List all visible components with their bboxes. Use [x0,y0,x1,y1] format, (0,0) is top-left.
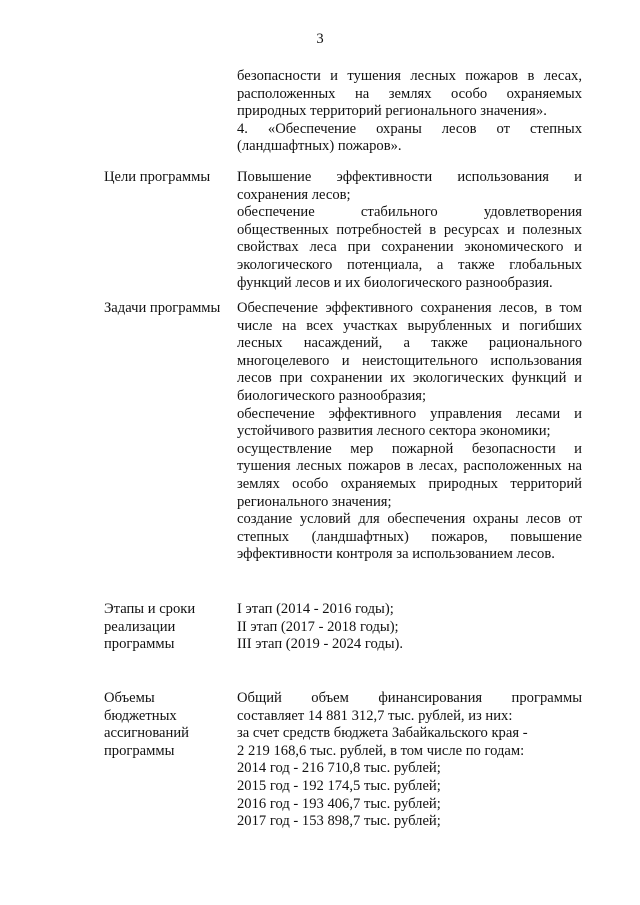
label-line: Задачи программы [104,300,221,316]
label-line: Цели программы [104,169,211,185]
text-line: лесных насаждений, а также рационального [237,335,582,352]
text-line: числе на всех участках вырубленных и погибших [237,317,582,334]
section-label-stages [104,601,232,654]
text-line: обеспечение стабильного удовлетворения [237,204,582,221]
section-content-funding [237,690,582,831]
text-line: землях особо охраняемых природных территорий [237,475,582,492]
label-line: программы [104,742,175,759]
text-line: Общий объем финансирования программы [237,690,582,706]
text-line: устойчивого развития лесного сектора экономики; [237,423,551,440]
continuation-text [237,68,582,156]
text-line: биологического разнообразия; [237,387,427,404]
label-line: Этапы и сроки [104,601,196,617]
text-line: расположенных на землях особо охраняемых [237,85,582,102]
label-line: реализации [104,618,176,635]
text-line: II этап (2017 - 2018 годы); [237,618,399,635]
text-line: функций лесов и их биологического разнообразия. [237,274,553,291]
text-line: осуществление мер пожарной безопасности и [237,440,582,457]
text-line: (ландшафтных) пожаров». [237,138,402,155]
text-line: свойствах леса при сохранении экономического и [237,239,582,256]
text-line: экологического потенциала, а также глобальных [237,256,582,273]
text-line: 2014 год - 216 710,8 тыс. рублей; [237,760,441,777]
text-line: III этап (2019 - 2024 годы). [237,636,404,653]
label-line: бюджетных [104,707,177,724]
section-label-funding [104,690,232,760]
text-line: 4. «Обеспечение охраны лесов от степных [237,120,582,137]
text-line: степных (ландшафтных) пожаров, повышение [237,528,582,545]
text-line: Повышение эффективности использования и [237,169,582,185]
text-line: 2015 год - 192 174,5 тыс. рублей; [237,777,441,794]
text-line: составляет 14 881 312,7 тыс. рублей, из них: [237,707,513,724]
text-line: обеспечение эффективного управления лесами и [237,405,582,422]
text-line: общественных потребностей в ресурсах и полезных [237,221,582,238]
text-line: регионального значения; [237,493,392,510]
text-line: 2 219 168,6 тыс. рублей, в том числе по годам: [237,742,525,759]
text-line: тушения лесных пожаров в лесах, расположенных на [237,458,582,475]
text-line: лесов при сохранении их экологических функций и [237,370,582,387]
text-line: безопасности и тушения лесных пожаров в лесах, [237,68,582,84]
text-line: 2017 год - 153 898,7 тыс. рублей; [237,813,441,830]
text-line: 2016 год - 193 406,7 тыс. рублей; [237,795,441,812]
text-line: за счет средств бюджета Забайкальского края - [237,725,528,742]
section-label-tasks [104,300,232,318]
text-line: многоцелевого и неистощительного использования [237,352,582,369]
text-line: эффективности контроля за использованием лесов. [237,546,555,563]
text-line: Обеспечение эффективного сохранения лесов, в том [237,300,582,316]
text-line: природных территорий регионального значения». [237,103,547,120]
section-content-goals [237,169,582,292]
label-line: программы [104,636,175,653]
section-content-tasks [237,300,582,564]
text-line: создание условий для обеспечения охраны лесов от [237,511,582,528]
text-line: сохранения лесов; [237,186,351,203]
section-content-stages [237,601,582,654]
page-number: 3 [316,31,324,47]
label-line: ассигнований [104,725,189,742]
label-line: Объемы [104,690,155,706]
section-label-goals [104,169,232,187]
text-line: I этап (2014 - 2016 годы); [237,601,394,617]
